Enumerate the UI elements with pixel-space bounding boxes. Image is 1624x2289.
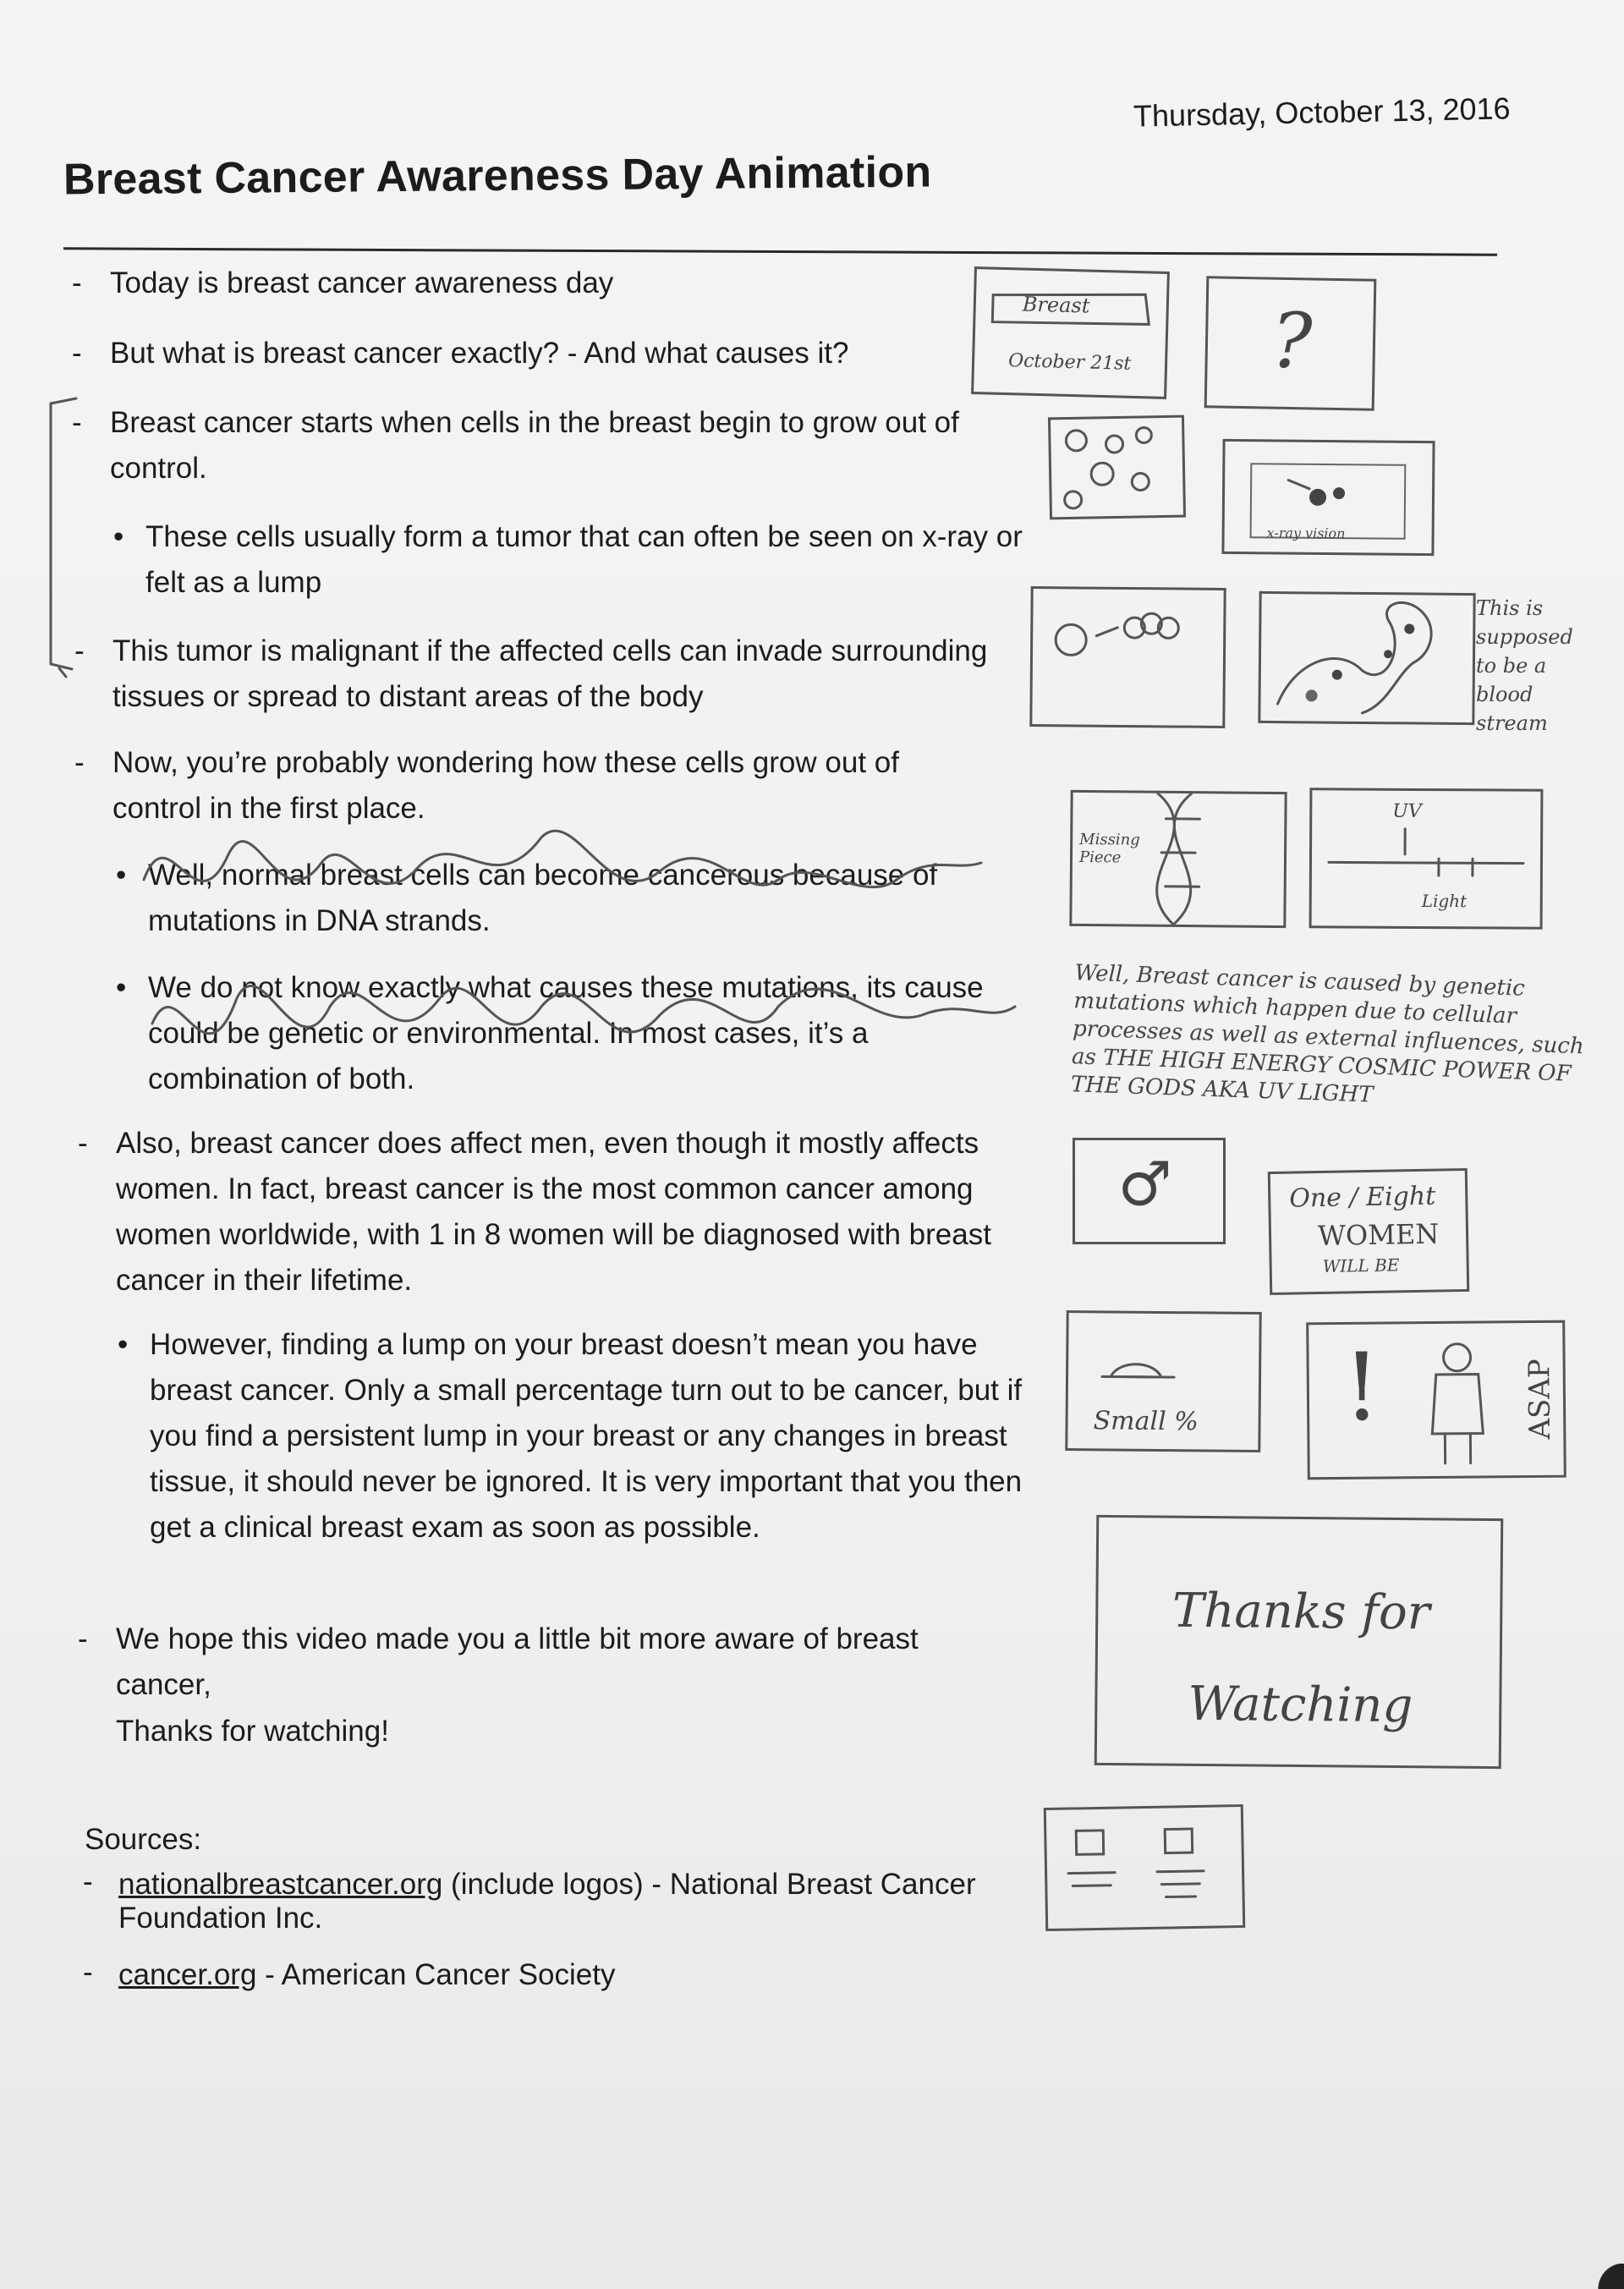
source-desc: (include logos) - National Breast Cancer Foundation Inc. xyxy=(118,1868,976,1935)
sources-heading: Sources: xyxy=(85,1823,202,1856)
note-text: We do not know exactly what causes these mutations, its cause could be genetic or environmental. In most cases, it’s a combination of both. xyxy=(148,971,984,1095)
note-text: We hope this video made you a little bit more aware of breast cancer, xyxy=(116,1622,919,1701)
note-text: Now, you’re probably wondering how these cells grow out of control in the first place. xyxy=(112,746,899,825)
document-date: Thursday, October 13, 2016 xyxy=(1133,91,1511,134)
note-bullet: • However, finding a lump on your breast doesn’t mean you have breast cancer. Only a small percentage turn out to be cancer, but if you find a persistent lump in your breast or any changes in breast tissue, it should never be ignored. It is very important that you then get a clinical breast exam as soon as possible. xyxy=(118,1328,1023,1544)
pencil-scribble xyxy=(116,821,1066,1100)
document-title: Breast Cancer Awareness Day Animation xyxy=(63,147,932,205)
note-text: However, finding a lump on your breast doesn’t mean you have breast cancer. Only a small percentage turn out to be cancer, but if you find a persistent lump in your breast or any changes in breast tissue, it should never be ignored. It is very important that you then get a clinical breast exam as soon as possible. xyxy=(150,1328,1023,1544)
sketch-blood-note: This is supposed to be a blood stream xyxy=(1476,596,1573,735)
sketch-asap: ASAP xyxy=(1522,1359,1558,1440)
note-item: - But what is breast cancer exactly? - And what causes it? xyxy=(72,337,849,370)
note-text: Well, normal breast cells can become cancerous because of mutations in DNA strands. xyxy=(148,859,938,937)
exclamation-icon: ! xyxy=(1342,1332,1381,1441)
sketch-asap-frame xyxy=(1306,1320,1566,1480)
note-text: These cells usually form a tumor that can often be seen on x-ray or felt as a lump xyxy=(145,520,1023,599)
sketch-banner-date: October 21st xyxy=(1007,350,1132,375)
question-mark-icon: ? xyxy=(1270,296,1314,387)
sketch-xray-label: x-ray vision xyxy=(1266,524,1346,542)
note-text: Breast cancer starts when cells in the breast begin to grow out of control. xyxy=(110,406,959,485)
sketch-logos-frame xyxy=(1044,1804,1246,1931)
logos-icon xyxy=(1046,1807,1243,1929)
source-item: - cancer.org - American Cancer Society xyxy=(83,1956,616,1991)
note-item: - Today is breast cancer awareness day xyxy=(72,266,614,299)
sketch-light-label: Light xyxy=(1421,890,1468,912)
note-text: Also, breast cancer does affect men, even though it mostly affects women. In fact, breast cancer is the most common cancer among women worldwide, with 1 in 8 women will be diagnosed with breast cancer in their lifetime. xyxy=(116,1127,991,1297)
sketch-cells-frame xyxy=(1048,415,1186,520)
sketch-male-frame xyxy=(1073,1138,1226,1244)
sketch-small-percent: Small % xyxy=(1093,1406,1199,1437)
tumor-icon xyxy=(1032,589,1223,726)
note-item: - We hope this video made you a little bit more aware of breast cancer, xyxy=(78,1622,919,1701)
sketch-small-percent-frame xyxy=(1065,1310,1261,1452)
scan-corner xyxy=(1556,2264,1624,2289)
title-divider xyxy=(63,247,1497,255)
sketch-women: WOMEN xyxy=(1317,1217,1440,1253)
sketch-women-frame xyxy=(1268,1168,1470,1295)
sketch-thanks-frame xyxy=(1095,1515,1504,1769)
sketch-xray-frame xyxy=(1221,439,1435,556)
sketch-one-eight: One / Eight xyxy=(1289,1181,1436,1214)
source-desc: - American Cancer Society xyxy=(256,1958,616,1991)
source-item: - nationalbreastcancer.org (include logos) - National Breast Cancer Foundation Inc. xyxy=(83,1865,976,1935)
note-item: - Now, you’re probably wondering how these cells grow out of control in the first place. xyxy=(74,746,899,825)
source-link[interactable]: cancer.org xyxy=(118,1958,257,1991)
sketch-tumor-frame xyxy=(1029,586,1226,728)
note-bullet-scribbled: • Well, normal breast cells can become cancerous because of mutations in DNA strands. xyxy=(116,859,938,937)
note-bullet: • These cells usually form a tumor that can often be seen on x-ray or felt as a lump xyxy=(113,520,1023,599)
sketch-dna-label: Missing Piece xyxy=(1078,830,1140,867)
source-link[interactable]: nationalbreastcancer.org xyxy=(118,1868,443,1901)
sketch-uv-frame xyxy=(1309,788,1544,929)
sketch-bloodstream-frame xyxy=(1258,591,1475,725)
sketch-will-be: WILL BE xyxy=(1322,1254,1400,1276)
sketch-uv-label: UV xyxy=(1392,800,1422,822)
note-text: Today is breast cancer awareness day xyxy=(110,266,614,299)
sketch-cause-note: Well, Breast cancer is caused by genetic mutations which happen due to cellular processes as well as external influences, such as THE HIGH ENERGY COSMIC POWER OF THE GODS AKA UV LIGHT xyxy=(1070,960,1585,1108)
male-symbol-icon: ♂ xyxy=(1117,1149,1172,1220)
note-line xyxy=(116,1709,1004,1754)
note-bullet-scribbled: • We do not know exactly what causes these mutations, its cause could be genetic or environmental. In most cases, it’s a combination of both. xyxy=(116,971,984,1095)
note-item: - This tumor is malignant if the affected cells can invade surrounding tissues or spread to distant areas of the body xyxy=(74,634,988,713)
sketch-banner-frame xyxy=(971,266,1170,399)
note-item: - Breast cancer starts when cells in the breast begin to grow out of control. xyxy=(72,406,959,485)
note-text: But what is breast cancer exactly? - And what causes it? xyxy=(110,337,849,370)
sketch-dna-frame xyxy=(1069,790,1287,928)
sketch-banner-text: Breast xyxy=(1022,292,1090,318)
cells-icon xyxy=(1051,418,1183,518)
sketch-thanks-text: Thanks for Watching xyxy=(1171,1583,1430,1734)
note-text: This tumor is malignant if the affected cells can invade surrounding tissues or spread to distant areas of the body xyxy=(112,634,988,713)
note-text: Thanks for watching! xyxy=(116,1715,389,1748)
note-item: - Also, breast cancer does affect men, even though it mostly affects women. In fact, breast cancer is the most common cancer among women worldwide, with 1 in 8 women will be diagnosed with breast cancer in their lifetime. xyxy=(78,1127,991,1297)
sketch-question-frame xyxy=(1204,276,1377,410)
bloodstream-icon xyxy=(1260,594,1473,722)
